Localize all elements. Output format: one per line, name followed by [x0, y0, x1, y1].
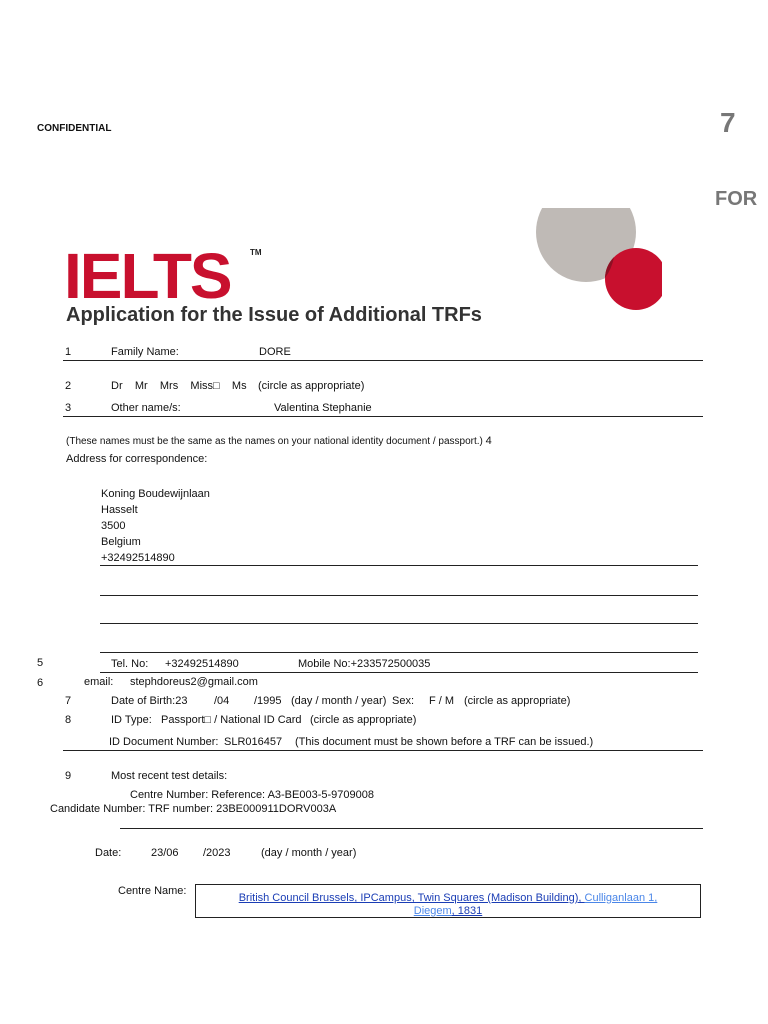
centre-name-link[interactable]: British Council Brussels, IPCampus, Twin Squares (Madison Building),: [238, 892, 585, 904]
q7-number: 7: [65, 695, 72, 707]
candidate-number[interactable]: Candidate Number: TRF number: 23BE000911DORV003A: [50, 803, 337, 815]
tel-label: Tel. No:: [111, 658, 149, 670]
q1-number: 1: [65, 346, 72, 358]
address-line-5[interactable]: +32492514890: [101, 552, 175, 564]
id-doc-note: (This document must be shown before a TRF can be issued.): [295, 736, 594, 748]
other-names-label: Other name/s:: [111, 402, 181, 414]
ielts-logo: [64, 240, 262, 312]
divider: [63, 750, 703, 751]
tel-value[interactable]: +32492514890: [165, 658, 239, 670]
other-names-value[interactable]: Valentina Stephanie: [274, 402, 372, 414]
mobile-field[interactable]: Mobile No:+233572500035: [298, 658, 431, 670]
address-line: [100, 595, 698, 596]
address-line: [100, 652, 698, 653]
divider: [63, 360, 703, 361]
dob-day[interactable]: Date of Birth:23: [111, 695, 188, 707]
q9-number: 9: [65, 770, 72, 782]
address-line-2[interactable]: Hasselt: [101, 504, 138, 516]
test-details-label: Most recent test details:: [111, 770, 228, 782]
divider: [120, 828, 703, 829]
email-value[interactable]: stephdoreus2@gmail.com: [130, 676, 258, 688]
names-note: [66, 435, 492, 447]
id-type-note: (circle as appropriate): [310, 714, 417, 726]
divider: [63, 416, 703, 417]
id-doc-value[interactable]: SLR016457: [224, 736, 283, 748]
centre-name-city[interactable]: Diegem: [413, 905, 452, 917]
test-date-label: Date:: [95, 847, 122, 859]
trademark-mark: TM: [250, 248, 262, 257]
divider: [100, 672, 698, 673]
centre-name-postcode[interactable]: , 1831: [451, 905, 483, 917]
address-label: Address for correspondence:: [66, 453, 208, 465]
centre-name-street[interactable]: Culliganlaan 1,: [584, 892, 658, 904]
page-number: 7: [720, 107, 736, 138]
address-line: [100, 565, 698, 566]
title-note: (circle as appropriate): [258, 380, 365, 392]
test-date-format: (day / month / year): [261, 847, 357, 859]
confidential-label: CONFIDENTIAL: [37, 123, 112, 134]
dob-format: (day / month / year): [291, 695, 387, 707]
family-name-label: Family Name:: [111, 346, 179, 358]
q8-number: 8: [65, 714, 72, 726]
address-line-1[interactable]: Koning Boudewijnlaan: [101, 488, 210, 500]
form-label: FOR: [715, 188, 758, 210]
id-type-label: ID Type:: [111, 714, 152, 726]
address-line-4[interactable]: Belgium: [101, 536, 141, 548]
q4-number: 4: [485, 435, 492, 447]
test-date-day[interactable]: 23/06: [151, 847, 179, 859]
email-label: email:: [84, 676, 114, 688]
logo-text: IELTS: [64, 240, 231, 312]
id-doc-label: ID Document Number:: [109, 736, 219, 748]
q6-number: 6: [37, 677, 44, 689]
q2-number: 2: [65, 380, 72, 392]
family-name-value[interactable]: DORE: [259, 346, 291, 358]
q3-number: 3: [65, 402, 72, 414]
dob-year[interactable]: /1995: [254, 695, 282, 707]
dob-month[interactable]: /04: [214, 695, 230, 707]
centre-name-label: Centre Name:: [118, 885, 187, 897]
centre-name-box: [195, 884, 701, 918]
sex-options[interactable]: F / M: [429, 695, 455, 707]
title-options[interactable]: Dr Mr Mrs Miss□ Ms: [111, 380, 247, 392]
sex-label: Sex:: [392, 695, 415, 707]
address-line: [100, 623, 698, 624]
names-note-text: (These names must be the same as the names on your national identity document / passport.): [66, 436, 483, 447]
page-title: Application for the Issue of Additional TRFs: [66, 304, 482, 326]
sex-note: (circle as appropriate): [464, 695, 571, 707]
decorative-circles: [532, 208, 662, 318]
id-type-options[interactable]: Passport□ / National ID Card: [161, 714, 302, 726]
q5-number: 5: [37, 657, 44, 669]
centre-number[interactable]: Centre Number: Reference: A3-BE003-5-9709008: [130, 789, 374, 801]
address-line-3[interactable]: 3500: [101, 520, 126, 532]
test-date-year[interactable]: /2023: [203, 847, 231, 859]
